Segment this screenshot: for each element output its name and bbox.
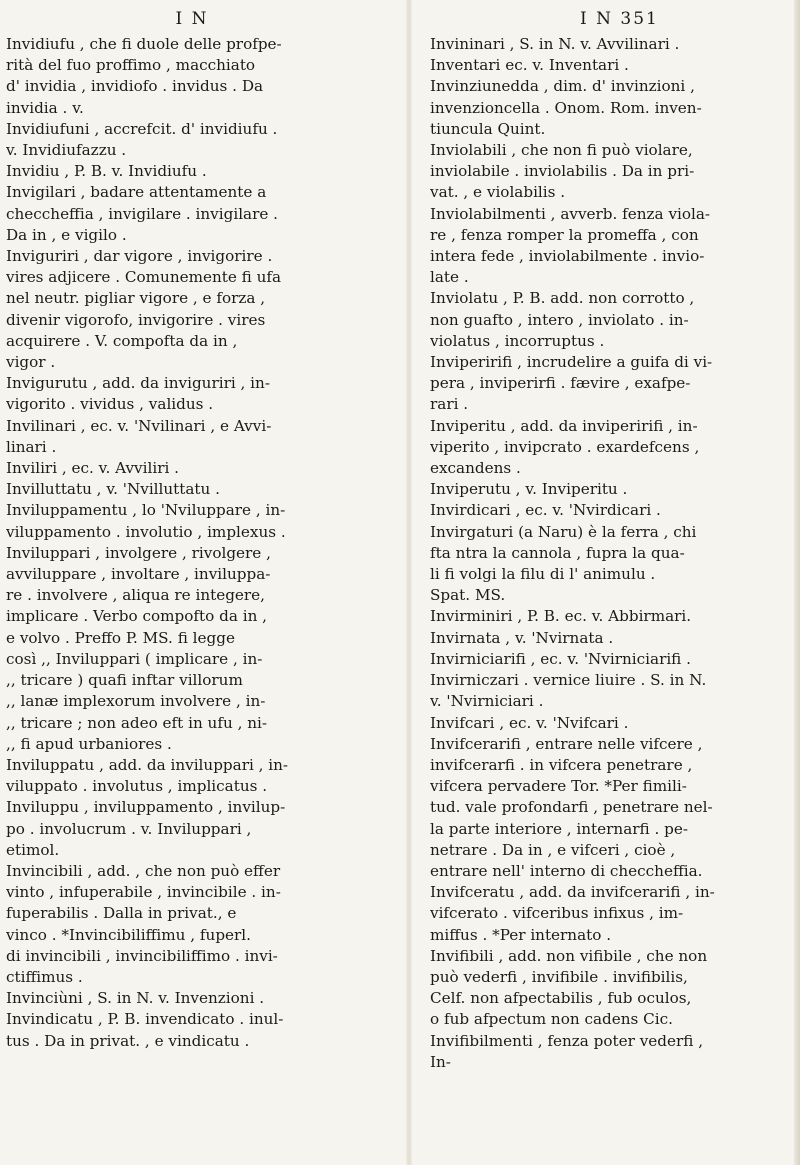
right-entries [430,34,800,1073]
entry-line: Invirgaturi (a Naru) è la ferra , chi [430,522,697,541]
entry-line: violatus , incorruptus . [430,331,605,350]
entry-line: viluppato . involutus , implicatus . [6,777,268,796]
entry-line: ,, fi apud urbaniores . [6,734,172,753]
entry-line: di invincibili , invincibiliffimo . invi- [6,946,278,965]
entry-line: Invilinari , ec. v. 'Nvilinari , e Avvi- [6,416,272,435]
entry-line: vinto , infuperabile , invincibile . in- [6,883,281,902]
entry-line: vigor . [6,353,56,372]
entry-line: Inviperitu , add. da inviperirifi , in- [430,416,698,435]
page-gutter [406,0,412,1165]
entry-line: fuperabilis . Dalla in privat., e [6,904,237,923]
entry-line: vat. , e violabilis . [430,183,566,202]
right-running-header: I N 351 [580,9,659,29]
entry-line: invifcerarfi . in vifcera penetrare , [430,755,693,774]
right-column [430,8,800,1073]
entry-line: intera fede , inviolabilmente . invio- [430,247,705,266]
entry-line: Invirniczari . vernice liuire . S. in N. [430,671,707,690]
entry-line: linari . [6,437,57,456]
left-entries [6,34,378,1052]
entry-line: pera , inviperirfi . fævire , exafpe- [430,374,691,393]
entry-line: entrare nell' interno di checcheffia. [430,861,703,880]
entry-line: Inviolabilmenti , avverb. fenza viola- [430,204,711,223]
entry-line: inviolabile . inviolabilis . Da in pri- [430,162,695,181]
entry-line: Invidiufu , che fi duole delle profpe- [6,35,282,53]
entry-line: ,, tricare ; non adeo eft in ufu , ni- [6,713,267,732]
entry-line: Invigilari , badare attentamente a [6,183,267,202]
entry-line: Inviguriri , dar vigore , invigorire . [6,247,273,266]
entry-line: ctiffimus . [6,967,83,986]
entry-line: Inviliri , ec. v. Avviliri . [6,459,179,478]
entry-line: la parte interiore , internarfi . pe- [430,819,688,838]
entry-line: Invifcerarifi , entrare nelle vifcere , [430,734,703,753]
entry-line: Inviolatu , P. B. add. non corrotto , [430,289,695,308]
entry-line: Invininari , S. in N. v. Avvilinari . [430,35,680,53]
entry-line: Inventari ec. v. Inventari . [430,56,629,75]
entry-line: acquirere . V. compofta da in , [6,331,238,350]
entry-line: non guafto , intero , inviolato . in- [430,310,689,329]
entry-line: Inviperutu , v. Inviperitu . [430,480,628,499]
entry-line: avviluppare , involtare , inviluppa- [6,565,271,584]
entry-line: Invidiufuni , accrefcit. d' invidiufu . [6,119,278,138]
entry-line: così ,, Inviluppari ( implicare , in- [6,649,263,668]
entry-line: etimol. [6,840,60,859]
entry-line: ,, lanæ implexorum involvere , in- [6,692,266,711]
entry-line: Inviluppari , involgere , rivolgere , [6,543,271,562]
entry-line: Inviluppu , inviluppamento , invilup- [6,798,286,817]
entry-line: d' invidia , invidiofo . invidus . Da [6,77,264,96]
left-column [6,8,378,1052]
entry-line: nel neutr. pigliar vigore , e forza , [6,289,266,308]
entry-line: invidia . v. [6,98,84,117]
entry-line: Invifibili , add. non vifibile , che non [430,946,708,965]
entry-line: rari . [430,395,469,414]
entry-line: rità del fuo proffimo , macchiato [6,56,256,75]
entry-line: divenir vigorofo, invigorire . vires [6,310,266,329]
entry-line: o fub afpectum non cadens Cic. [430,1010,673,1029]
entry-line: netrare . Da in , e vifceri , cioè , [430,840,676,859]
entry-line: vifcera pervadere Tor. *Per fimili- [430,777,687,796]
entry-line: v. Invidiufazzu . [6,141,127,160]
entry-line: viperito , invipcrato . exardefcens , [430,437,700,456]
entry-line: excandens . [430,459,521,478]
entry-line: ,, tricare ) quafi inftar villorum [6,671,243,690]
entry-line: re . involvere , aliqua re integere, [6,586,265,605]
entry-line: li fi volgi la filu di l' animulu . [430,565,656,584]
entry-line: Invifcari , ec. v. 'Nvifcari . [430,713,629,732]
entry-line: Invinciùni , S. in N. v. Invenzioni . [6,989,265,1008]
entry-line: Invigurutu , add. da inviguriri , in- [6,374,270,393]
entry-line: Invilluttatu , v. 'Nvilluttatu . [6,480,220,499]
entry-line: implicare . Verbo compofto da in , [6,607,268,626]
entry-line: In- [430,1052,451,1071]
entry-line: re , fenza romper la promeffa , con [430,225,699,244]
entry-line: checcheffia , invigilare . invigilare . [6,204,279,223]
entry-line: può vederfi , invifibile . invifibilis, [430,967,688,986]
entry-line: Invirnata , v. 'Nvirnata . [430,628,614,647]
entry-line: Inviluppamentu , lo 'Nviluppare , in- [6,501,286,520]
entry-line: Inviolabili , che non fi può violare, [430,141,693,160]
entry-line: Invidiu , P. B. v. Invidiufu . [6,162,207,181]
entry-line: Invirdicari , ec. v. 'Nvirdicari . [430,501,661,520]
entry-line: Invifibilmenti , fenza poter vederfi , [430,1031,704,1050]
entry-line: Invindicatu , P. B. invendicato . inul- [6,1010,284,1029]
entry-line: Inviluppatu , add. da inviluppari , in- [6,755,289,774]
entry-line: Inviperirifi , incrudelire a guifa di vi- [430,353,713,372]
entry-line: vifcerato . vifceribus infixus , im- [430,904,684,923]
entry-line: po . involucrum . v. Inviluppari , [6,819,252,838]
entry-line: tud. vale profondarfi , penetrare nel- [430,798,713,817]
entry-line: Invincibili , add. , che non può effer [6,861,281,880]
entry-line: Spat. MS. [430,586,506,605]
entry-line: Invirminiri , P. B. ec. v. Abbirmari. [430,607,692,626]
entry-line: Invirniciarifi , ec. v. 'Nvirniciarifi . [430,649,691,668]
entry-line: Invinziunedda , dim. d' invinzioni , [430,77,695,96]
entry-line: tus . Da in privat. , e vindicatu . [6,1031,250,1050]
entry-line: vinco . *Invincibiliffimu , fuperl. [6,925,251,944]
entry-line: Da in , e vigilo . [6,225,127,244]
page-edge [794,0,800,1165]
entry-line: Celf. non afpectabilis , fub oculos, [430,989,692,1008]
entry-line: v. 'Nvirniciari . [430,692,544,711]
entry-line: late . [430,268,469,287]
entry-line: invenzioncella . Onom. Rom. inven- [430,98,702,117]
entry-line: miffus . *Per internato . [430,925,612,944]
entry-line: vigorito . vividus , validus . [6,395,214,414]
left-running-header: I N [175,9,209,29]
entry-line: tiuncula Quint. [430,119,546,138]
entry-line: fta ntra la cannola , fupra la qua- [430,543,685,562]
entry-line: vires adjicere . Comunemente fi ufa [6,268,282,287]
entry-line: viluppamento . involutio , implexus . [6,522,286,541]
entry-line: Invifceratu , add. da invifcerarifi , in- [430,883,715,902]
entry-line: e volvo . Preffo P. MS. fi legge [6,628,235,647]
